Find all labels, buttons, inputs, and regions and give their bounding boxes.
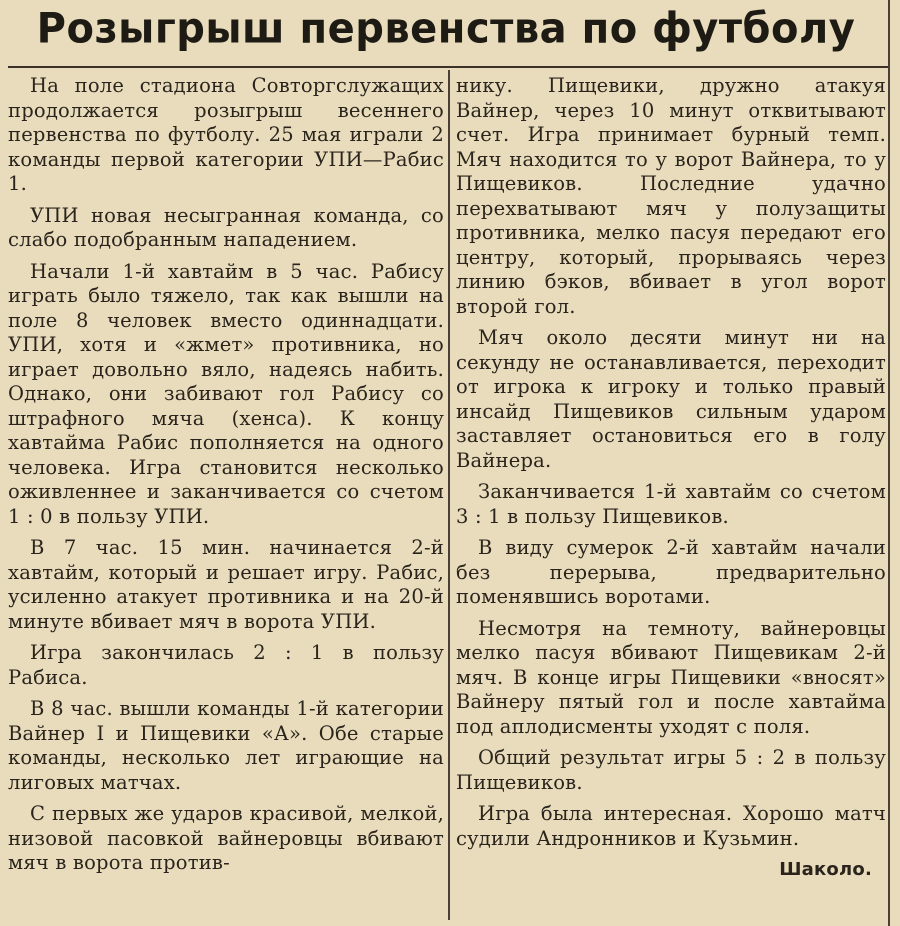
paragraph: УПИ новая несыгранная команда, со слабо подобранным нападением. <box>8 203 444 251</box>
paragraph-continued: нику. Пищевики, дружно атакуя Вайнер, через 10 минут отквитывают счет. Игра принимает бурный темп. Мяч находится то у ворот Вайнера, то у Пищевиков. Последние удачно перехватывают мяч у полузащиты противника, мелко пасуя передают его центру, который, прорываясь через линию бэков, вбивает в угол ворот второй гол. <box>456 74 886 318</box>
paragraph: Общий результат игры 5 : 2 в пользу Пищевиков. <box>456 746 886 794</box>
paragraph: Игра была интересная. Хорошо матч судили Андронников и Кузьмин. <box>456 802 886 850</box>
left-column <box>8 74 444 883</box>
paragraph: Игра закончилась 2 : 1 в пользу Рабиса. <box>8 641 444 689</box>
paragraph: Мяч около десяти минут ни на секунду не останавливается, переходит от игрока к игроку и только правый инсайд Пищевиков сильным ударом заставляет остановиться его в голу Вайнера. <box>456 326 886 472</box>
right-column <box>456 74 886 883</box>
headline-rule <box>8 66 888 68</box>
paragraph: С первых же ударов красивой, мелкой, низовой пасовкой вайнеровцы вбивают мяч в ворота против- <box>8 802 444 874</box>
author-signature: Шаколо. <box>779 859 872 880</box>
paragraph: В виду сумерок 2-й хавтайм начали без перерыва, предварительно поменявшись воротами. <box>456 536 886 608</box>
paragraph: Начали 1-й хавтайм в 5 час. Рабису играть было тяжело, так как вышли на поле 8 человек вместо одиннадцати. УПИ, хотя и «жмет» противника, но играет довольно вяло, надеясь набить. Однако, они забивают гол Рабису со штрафного мяча (хенса). К концу хавтайма Рабис пополняется на одного человека. Игра становится несколько оживленнее и заканчивается со счетом 1 : 0 в пользу УПИ. <box>8 259 444 528</box>
paragraph: Несмотря на темноту, вайнеровцы мелко пасуя вбивают Пищевикам 2-й мяч. В конце игры Пищевики «вносят» Вайнеру пятый гол и после хавтайма под аплодисменты уходят с поля. <box>456 616 886 738</box>
paragraph: В 7 час. 15 мин. начинается 2-й хавтайм, который и решает игру. Рабис, усиленно атакует противника и на 20-й минуте вбивает мяч в ворота УПИ. <box>8 536 444 633</box>
paragraph: Заканчивается 1-й хавтайм со счетом 3 : 1 в пользу Пищевиков. <box>456 480 886 528</box>
paragraph: В 8 час. вышли команды 1-й категории Вайнер I и Пищевики «А». Обе старые команды, несколько лет играющие на лиговых матчах. <box>8 697 444 794</box>
page-edge-rule <box>888 0 890 926</box>
headline: Розыгрыш первенства по футболу <box>36 4 856 54</box>
column-divider <box>448 70 450 920</box>
paragraph: На поле стадиона Совторгслужащих продолжается розыгрыш весеннего первенства по футболу. 25 мая играли 2 команды первой категории УПИ—Рабис 1. <box>8 74 444 195</box>
